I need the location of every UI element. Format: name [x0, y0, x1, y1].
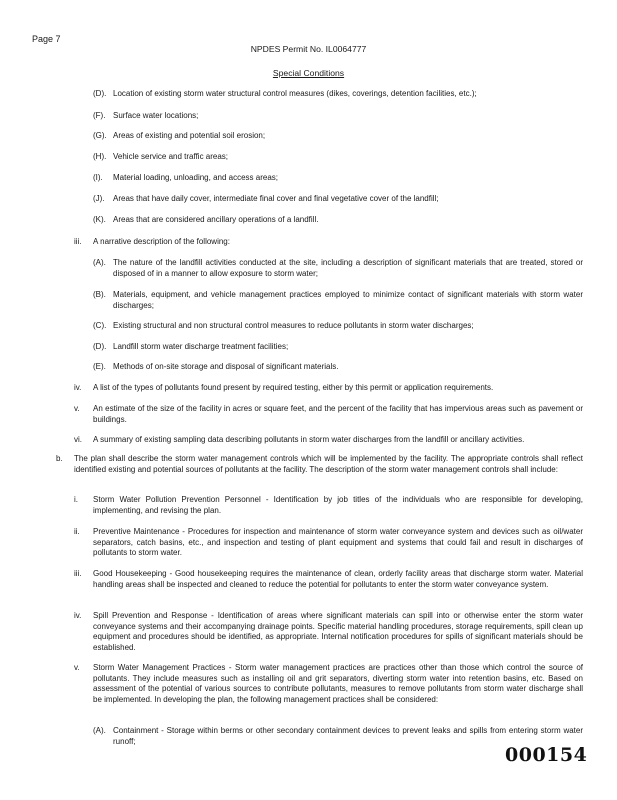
list-item-marker: iv.: [74, 383, 82, 392]
list-item-marker: (I).: [93, 173, 103, 182]
list-item-marker: ii.: [74, 527, 80, 536]
list-item: Existing structural and non structural control measures to reduce pollutants in storm water discharges;: [113, 321, 474, 330]
paragraph: The plan shall describe the storm water management controls which will be implemented by the facility. The appropriate controls shall reflect identified existing and potential sources of pollutants at the facility. The description of the storm water management controls shall include:: [74, 454, 583, 474]
list-item-marker: (A).: [93, 726, 106, 735]
list-item: A list of the types of pollutants found present by required testing, either by this permit or application requirements.: [93, 383, 494, 392]
list-item: Material loading, unloading, and access areas;: [113, 173, 278, 182]
list-item-marker: v.: [74, 663, 80, 672]
list-item-marker: iv.: [74, 611, 82, 620]
list-item-marker: vi.: [74, 435, 82, 444]
list-item: Good Housekeeping - Good housekeeping requires the maintenance of clean, orderly facility areas that discharge storm water. Material handling areas shall be inspected and cleaned to reduce the potential for pollutants to enter the storm water conveyance system.: [93, 569, 583, 589]
bates-stamp: 000154: [505, 744, 588, 766]
list-item: Spill Prevention and Response - Identification of areas where significant materials can spill into or otherwise enter the storm water conveyance systems and their accompanying drainage points. Specific material handling procedures, storage requirements, spill clean up equipment and procedures should be identified, as appropriate. Internal notification procedures for spills of significant materials should be established.: [93, 611, 583, 652]
list-item-marker: v.: [74, 404, 80, 413]
list-item-marker: iii.: [74, 237, 82, 246]
list-item-marker: (B).: [93, 290, 106, 299]
list-item: Location of existing storm water structural control measures (dikes, coverings, detention facilities, etc.);: [113, 89, 477, 98]
list-item: Areas of existing and potential soil erosion;: [113, 131, 266, 140]
list-item-marker: (D).: [93, 89, 107, 98]
list-item-marker: (A).: [93, 258, 106, 267]
list-item-marker: (E).: [93, 362, 106, 371]
permit-number: NPDES Permit No. IL0064777: [250, 44, 367, 54]
page-label: Page 7: [32, 34, 61, 44]
list-item-marker: b.: [56, 454, 63, 463]
section-title: Special Conditions: [272, 68, 345, 78]
list-item: An estimate of the size of the facility in acres or square feet, and the percent of the facility that has impervious areas such as pavement or buildings.: [93, 404, 583, 424]
list-item: Containment - Storage within berms or other secondary containment devices to prevent leaks and spills from entering storm water runoff;: [113, 726, 583, 746]
list-item: Areas that have daily cover, intermediate final cover and final vegetative cover of the landfill;: [113, 194, 439, 203]
list-item: Preventive Maintenance - Procedures for inspection and maintenance of storm water conveyance system and devices such as oil/water separators, catch basins, etc., and inspection and testing of plant equipment and systems that could fail and result in discharges of pollutants to storm water.: [93, 527, 583, 557]
list-item: Methods of on-site storage and disposal of significant materials.: [113, 362, 339, 371]
list-item: Materials, equipment, and vehicle management practices employed to minimize contact of significant materials with storm water discharges;: [113, 290, 583, 310]
list-item: A summary of existing sampling data describing pollutants in storm water discharges from the landfill or ancillary activities.: [93, 435, 525, 444]
list-item: Surface water locations;: [113, 111, 199, 120]
list-item-marker: (D).: [93, 342, 107, 351]
list-item: The nature of the landfill activities conducted at the site, including a description of significant materials that are treated, stored or disposed of in a manner to allow exposure to storm water;: [113, 258, 583, 278]
list-item: Storm Water Management Practices - Storm water management practices are practices other than those which control the source of pollutants. They include measures such as installing oil and grit separators, diverting storm water into retention basins, etc. Based on assessment of the potential of various sources to contribute pollutants, measures to remove pollutants from storm water discharge shall be implemented. In developing the plan, the following management practices shall be considered:: [93, 663, 583, 704]
list-item-marker: (K).: [93, 215, 106, 224]
list-item: Vehicle service and traffic areas;: [113, 152, 229, 161]
list-item-marker: (C).: [93, 321, 107, 330]
list-item: Storm Water Pollution Prevention Personnel - Identification by job titles of the individuals who are responsible for developing, implementing, and revising the plan.: [93, 495, 583, 515]
list-item-marker: (G).: [93, 131, 107, 140]
list-item-marker: (F).: [93, 111, 106, 120]
list-item-marker: i.: [74, 495, 78, 504]
list-item-marker: iii.: [74, 569, 82, 578]
list-item: A narrative description of the following:: [93, 237, 230, 246]
list-item: Areas that are considered ancillary operations of a landfill.: [113, 215, 319, 224]
list-item: Landfill storm water discharge treatment facilities;: [113, 342, 289, 351]
list-item-marker: (H).: [93, 152, 107, 161]
list-item-marker: (J).: [93, 194, 105, 203]
